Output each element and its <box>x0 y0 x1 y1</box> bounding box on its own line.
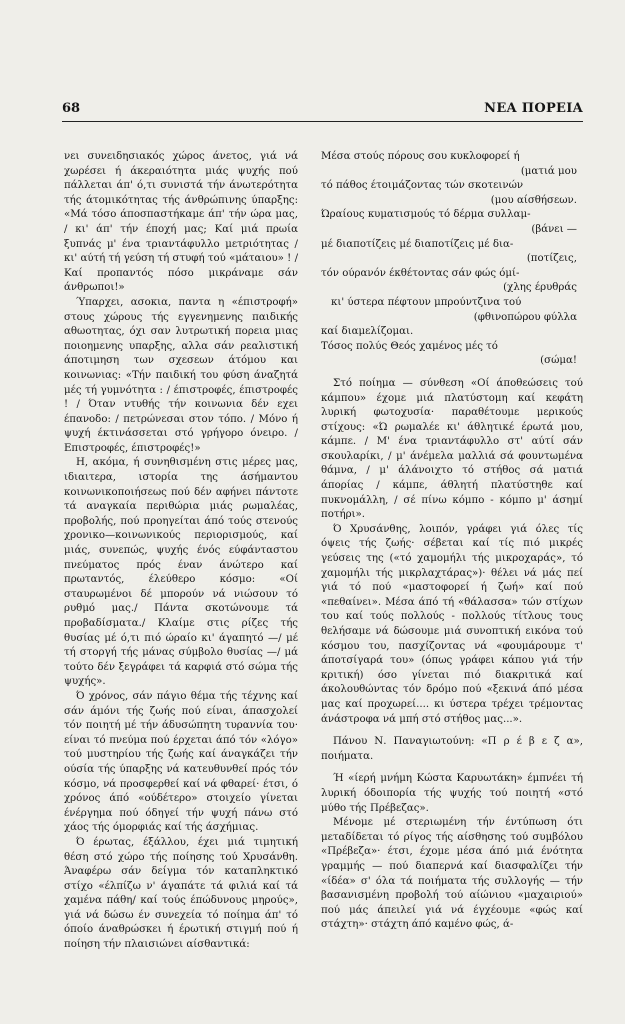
poem-line: (μου αίσθήσεων. <box>490 194 577 206</box>
poem-line: (χλης έρυθράς <box>503 282 577 294</box>
paragraph: Στό ποίημα — σύνθεση «Οί άποθεώσεις τού κάμπου» έχομε μιά πλατύστομη καί κεφάτη λυρική φωτοχυσία· παραθέτουμε μερικούς στίχους: «Ώ ρωμαλέε κι' άθλητικέ έρωτά μου, κάμπε. / Μ' ένα τριαντάφυλλο στ' αύτί σάν σκουλαρίκι, / μ' άνέμελα μαλλιά σά φουντωμένα θάμνα, / μ' άλάνοιχτο τό στήθος σά ματιά άπορίας / κάμπε, άθλητή πλατύστηθε καί πυκνομάλλη, / σέ πίνω κόμπο - κόμπο μ' άσημί ποτήρι». <box>321 377 583 521</box>
paragraph: Ή «ίερή μνήμη Κώστα Καρυωτάκη» έμπνέει τή λυρική όδοιπορία τής ψυχής τού ποιητή «στό μύθο τής Πρέβεζας». <box>321 773 583 814</box>
poem-line: (σώμα! <box>540 355 577 367</box>
poem-line: Ώραίους κυματισμούς τό δέρμα συλλαμ- <box>321 209 531 221</box>
spacer <box>321 369 583 377</box>
poem-line: τόν ούρανόν έκθέτοντας σάν φώς όμί- <box>321 267 520 279</box>
poem-line: Μέσα στούς πόρους σου κυκλοφορεί ή <box>321 151 520 162</box>
right-column <box>321 150 583 933</box>
poem-line: (βάνει — <box>531 223 577 235</box>
paragraph: Ό Χρυσάνθης, λοιπόν, γράφει γιά όλες τίς όψεις τής ζωής· σέβεται καί τίς πιό μικρές γεύσεις της («τό χαμομήλι τής μικροχαράς», τό χαμομήλι τής μικρλαχτάρας»)· θέλει νά μάς πεί γιά τό πού «μαστοφορεί ή ζωή» καί πού «πεθαίνει». Μέσα άπό τή «θάλασσα» τών στίχων του καί τούς πολλούς - πολλούς τίτλους τους θελήσαμε νά δώσουμε μιά συνοπτική εικόνα τού κόσμου του, πασχίζοντας νά «φουμάρουμε τ' άποτσίγαρά του» (όπως γράφει κάπου γιά τήν κριτική) όσο γίνεται πιό διακριτικά καί άκολουθώντας τόν δρόμο πού «ξεκινά άπό μέσα μας καί προχωρεί.... κι ύστερα τρέχει τρέμοντας άνάστροφα νά μπή στό στήθος μας...». <box>321 523 583 725</box>
poem-line: μέ διαποτίζεις μέ διαποτίζεις μέ δια- <box>321 238 514 250</box>
header-rule <box>62 121 583 122</box>
spacer <box>321 764 583 772</box>
poem-line: (ματιά μου <box>520 165 577 177</box>
poem-line: (ποτίζεις, <box>526 253 577 265</box>
page-number: 68 <box>62 101 81 116</box>
poem-line: κι' ύστερα πέφτουν μπρούντζινα τού <box>331 296 522 308</box>
page-header <box>62 101 583 123</box>
paragraph: Ύπαρχει, ασοκια, παντα η «έπιστροφή» στους χώρους τής εγγενημενης παιδικής αθωοτητας, όχι σαν λυτρωτική πορεια μιας ποιοημενης υπαρξης, αλλα σάν ρεαλιστική άποτιμηση των σχεσεων άτόμου και κοινωνιας: «Τήν παιδική του φύση άναζητά μές τή γυμνότητα : / έπιστροφές, έπιστροφές ! / Όταν ντυθής τήν κοινωνια δέν εχει έπανοδο: / πετρώνεσαι στον τόπο. / Μόνο ή ψυχή έκτινάσσεται στό γρήγορο όνειρο. / Επιστροφές, έπιστροφές!» <box>64 296 298 454</box>
poem-line: καί διαμελίζομαι. <box>321 326 414 338</box>
paragraph: νει συνειδησιακός χώρος άνετος, γιά νά χωρέσει ή άκεραιότητα μιάς ψυχής πού πάλλεται άπ' ό,τι συνιστά τήν άνωτερότητα τής άτομικότητας τής άνθρώπινης ύπαρξης: «Μά τόσο άποσπαστήκαμε άπ' τήν ώρα μας, / κι' άπ' τήν έποχή μας; Καί μιά πρωία ξυπνάς μ' ένα τριαντάφυλλο μετριότητας / κι' αύτή τή γεύση τή στυφή τού «μάταιου» ! / Καί προπαντός πόσο μικράναμε σάν άνθρωποι!» <box>64 151 298 294</box>
paragraph: Ό χρόνος, σάν πάγιο θέμα τής τέχνης καί σάν άμόνι τής ζωής πού είναι, άπασχολεί τόν ποιητή μέ τήν άδυσώπητη τυραννία του· είναι τό πνεύμα πού έρχεται άπό τόν «λόγο» τού μυστηρίου τής ζωής καί άναγκάζει τήν ούσία τής ύπαρξης νά κατευθυνθεί πρός τόν κόσμο, νά προσφερθεί καί νά φθαρεί· έτσι, ό χρόνος άπό «ούδέτερο» στοιχείο γίνεται ένέργημα πού όδηγεί τήν ψυχή πάνω στό χάος τής όμορφιάς καί τής άσχήμιας. <box>64 690 298 834</box>
poem-excerpt <box>321 150 583 369</box>
paragraph: Μένομε μέ στεριωμένη τήν έντύπωση ότι μεταδίδεται τό ρίγος τής αίσθησης τού συμβόλου «Πρέβεζα»· έτσι, έχομε μέσα άπό μιά ένότητα γραμμής — πού διαπερνά καί διασφαλίζει τήν «ίδέα» σ' όλα τά ποιήματα τής συλλογής — τήν βασανισμένη προβολή τού αίώνιου «μαχαιριού» πού μάς άπειλεί γιά νά έγχέουμε «φώς καί στάχτη»· στάχτη άπό καμένο φώς, ά- <box>321 817 583 931</box>
poem-line: (φθινοπώρου φύλλα <box>473 311 577 323</box>
left-column <box>64 150 298 953</box>
poem-line: τό πάθος έτοιμάζοντας τών σκοτεινών <box>321 180 524 192</box>
book-citation: Πάνου Ν. Παναγιωτούνη: «Π ρ έ β ε ζ α», ποιήματα. <box>321 736 583 762</box>
paragraph: Η, ακόμα, ή συνηθισμένη στις μέρες μας, ιδιαιτερα, ιστορία της άσήμαντου κοινωνικοποιήσεως πού δέν αφήνει πάντοτε τά αναγκαία περιθώρια μιάς ρωμαλέας, προβολής, πού προηγείται άπό τούς στενούς χρονικο—κοινωνικούς περιορισμούς, καί μιάς, συνεπώς, ψυχής ένός εύφάνταστου πνεύματος πρός έναν άνώτερο καί πρωταντός, έλεύθερο κόσμο: «Οί σταυρωμένοι δέ μπορούν νά νιώσουν τό ρυθμό μας./ Πάντα σκοτώνουμε τά προβαδίσματα./ Κλαίμε στις ρίζες τής θυσίας μέ ό,τι πιό ώραίο κι' άγαπητό —/ μέ τή στοργή τής μάνας σύμβολο θυσίας —/ μά τούτο δέν ξεγράφει τά καρφιά στό σώμα τής ψυχής». <box>64 457 298 688</box>
spacer <box>321 727 583 735</box>
paragraph: Ό έρωτας, έξάλλου, έχει μιά τιμητική θέση στό χώρο τής ποίησης τού Χρυσάνθη. Άναφέρω σάν δείγμα τόν καταπληκτικό στίχο «έλπίζω ν' άγαπάτε τά φιλιά καί τά χαμένα πάθη/ καί τούς έπώδυνους μηρούς», γιά νά δώσω έν συνεχεία τό ποίημα άπ' τό όποίο άναθρώσκει ή έρωτική στιγμή πού ή ποίηση τήν πλαισιώνει αίσθαντικά: <box>64 836 298 951</box>
running-head: ΝΕΑ ΠΟΡΕΙΑ <box>484 101 583 116</box>
poem-line: Τόσος πολύς Θεός χαμένος μές τό <box>321 340 498 352</box>
